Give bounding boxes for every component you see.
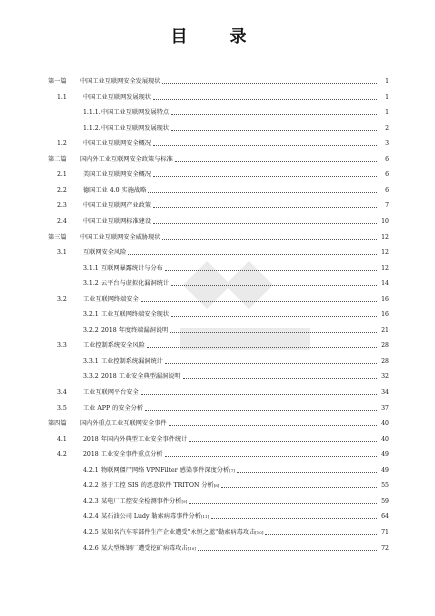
toc-entry-number: 2.4 [57,217,67,225]
toc-entry-number: 1.1 [57,93,67,101]
toc-entry-number: 3.3.2 [83,373,99,381]
toc-entry[interactable] [57,182,389,194]
toc-entry-label: 国内外重点工业互联网安全事件 [80,420,167,428]
toc-entry-label: 德国工业 4.0 实施战略 [83,186,147,194]
toc-leader-dots [170,331,377,333]
toc-leader-dots [162,82,377,84]
toc-entry-number: 3.2 [57,295,67,303]
toc-entry-number: 第二篇 [48,155,67,163]
toc-entry-page: 12 [381,233,389,241]
toc-entry-page: 72 [381,544,389,552]
toc-entry-page: 49 [381,466,389,474]
toc-entry[interactable] [57,337,389,349]
toc-entry-label: 某知名汽车零部件生产企业遭受"永恒之蓝"勒索病毒攻击 [101,528,256,536]
toc-entry-page: 71 [381,528,389,536]
toc-entry[interactable] [48,229,389,241]
toc-entry-label: 2018 年度终端漏洞说明 [101,326,169,334]
toc-entry[interactable] [48,73,389,85]
toc-entry-number: 2.1 [57,171,67,179]
toc-leader-dots [145,409,377,411]
toc-entry-citation: [11] [200,514,210,520]
toc-leader-dots [147,346,377,348]
toc-entry[interactable] [83,477,389,489]
toc-entry-page: 6 [385,171,389,179]
toc-entry[interactable] [57,244,389,256]
toc-entry-label: 中国工业互联网标准建设 [83,217,152,225]
toc-entry-label: 2018 工业安全事件重点分析 [83,451,163,459]
toc-entry-number: 2.2 [57,186,67,194]
toc-entry-number: 3.5 [57,404,67,412]
toc-entry[interactable] [83,120,389,132]
toc-entry[interactable] [57,384,389,396]
toc-entry-number: 4.2.6 [83,544,99,552]
toc-leader-dots [165,455,377,457]
toc-entry-page: 1 [385,109,389,117]
toc-entry-page: 34 [381,389,389,396]
toc-entry-label: 中国工业互联网安全概况 [83,140,152,148]
toc-entry-label: 物联网僵尸网络 VPNFilter 感染事件深度分析 [101,466,230,474]
toc-entry[interactable] [57,446,389,458]
toc-entry-number: 3.1 [57,249,67,257]
toc-entry[interactable] [57,89,389,101]
toc-entry-number: 1.2 [57,140,67,148]
toc-entry-page: 1 [385,78,389,85]
toc-leader-dots [198,549,377,551]
toc-leader-dots [153,206,377,208]
toc-entry-label: 中国工业互联网产业政策 [83,202,152,210]
toc-entry-label: 工业互联网终端安全 [83,295,139,303]
toc-entry-number: 第三篇 [48,233,67,241]
toc-leader-dots [171,113,377,115]
toc-entry[interactable] [83,508,389,520]
toc-leader-dots [175,160,377,162]
toc-leader-dots [153,175,377,177]
toc-entry-number: 3.4 [57,389,67,396]
toc-entry-label: 中国工业互联网发展特点 [101,109,170,117]
toc-entry[interactable] [83,368,389,380]
toc-entry[interactable] [83,540,389,552]
toc-entry-label: 中国工业互联网发展现状 [101,124,170,132]
toc-entry-page: 49 [381,451,389,459]
toc-entry-label: 2018 工业安全典型漏洞说明 [101,373,181,381]
toc-entry-page: 2 [385,124,389,132]
toc-entry-number: 1.1.1. [83,109,101,117]
toc-entry-page: 14 [381,280,389,288]
toc-entry-page: 21 [381,326,389,334]
toc-entry-page: 28 [381,357,389,365]
toc-entry-label: 某大型炼钢厂遭受挖矿病毒攻击 [101,544,188,552]
toc-entry-number: 3.3.1 [83,357,99,365]
toc-leader-dots [148,191,377,193]
toc-entry[interactable] [83,104,389,116]
toc-leader-dots [189,440,377,442]
toc-leader-dots [128,253,377,255]
toc-entry[interactable] [83,275,389,287]
toc-entry-label: 工业互联网平台安全 [83,389,139,396]
toc-entry[interactable] [57,166,389,178]
toc-entry[interactable] [83,524,389,536]
toc-entry-label: 互联网暴露统计与分布 [101,264,163,272]
toc-entry-label: 工业控制系统安全风险 [83,342,145,350]
toc-entry-page: 12 [381,249,389,257]
toc-entry-number: 4.2.1 [83,466,99,474]
toc-entry-label: 中国工业互联网安全威胁现状 [80,233,161,241]
toc-entry[interactable] [57,291,389,303]
toc-entry-citation: [10] [187,545,196,551]
toc-entry[interactable] [83,462,389,474]
toc-entry-page: 40 [381,420,389,428]
toc-leader-dots [141,300,377,302]
toc-leader-dots [265,533,377,535]
toc-leader-dots [171,284,377,286]
toc-entry-number: 3.3 [57,342,67,350]
toc-entry[interactable] [48,151,389,163]
toc-entry-citation: [10] [255,529,264,535]
toc-entry-page: 40 [381,435,389,443]
toc-entry-page: 16 [381,311,389,319]
toc-entry[interactable] [57,431,389,443]
toc-entry-number: 2.3 [57,202,67,210]
toc-leader-dots [221,486,377,488]
toc-entry-number: 4.2.5 [83,528,99,536]
toc-entry-label: 工业 APP 的安全分析 [83,404,144,412]
toc-entry[interactable] [57,213,389,225]
toc-entry-label: 美国工业互联网安全概况 [83,171,152,179]
toc-entry-label: 2018 年国内外典型工业安全事件统计 [83,435,188,443]
toc-leader-dots [237,471,377,473]
toc-entry-page: 32 [381,373,389,381]
toc-entry-page: 10 [381,217,389,225]
toc-leader-dots [183,377,377,379]
toc-entry-citation: [8] [213,483,220,489]
toc-entry-page: 37 [381,404,389,412]
toc-entry[interactable] [57,197,389,209]
toc-entry-number: 4.2.2 [83,482,99,490]
toc-entry[interactable] [83,322,389,334]
toc-entry-number: 4.2.3 [83,497,99,505]
toc-entry-page: 6 [385,186,389,194]
toc-entry-page: 55 [381,482,389,490]
toc-leader-dots [189,502,377,504]
toc-entry[interactable] [57,400,389,412]
toc-leader-dots [211,517,377,519]
toc-leader-dots [169,424,377,426]
toc-entry-page: 3 [385,140,389,148]
page-title: 目 录 [170,27,265,47]
toc-entry[interactable] [83,260,389,272]
toc-leader-dots [171,315,377,317]
toc-entry-label: 国内外工业互联网安全政策与标准 [80,155,173,163]
toc-entry-number: 1.1.2. [83,124,101,132]
toc-entry-page: 7 [385,202,389,210]
toc-leader-dots [153,222,377,224]
toc-entry[interactable] [48,415,389,427]
toc-entry-number: 3.1.2 [83,280,99,288]
toc-entry-number: 第一篇 [48,78,67,85]
toc-entry-citation: [7] [229,467,235,473]
toc-entry[interactable] [83,306,389,318]
toc-entry-number: 4.2.4 [83,513,99,521]
toc-leader-dots [162,238,377,240]
toc-entry-label: 云平台与虚拟化漏洞统计 [101,280,170,288]
toc-entry-page: 16 [381,295,389,303]
toc-leader-dots [171,129,377,131]
toc-entry-number: 4.1 [57,435,67,443]
toc-entry-number: 第四篇 [48,420,67,428]
toc-leader-dots [153,144,377,146]
toc-entry-label: 中国工业互联网发展现状 [83,93,152,101]
toc-entry-number: 4.2 [57,451,67,459]
toc-entry-citation: [9] [181,498,188,504]
toc-entry-number: 3.2.2 [83,326,99,334]
toc-entry-page: 1 [385,93,389,101]
toc-leader-dots [165,362,377,364]
toc-entry-label: 某石油公司 Ludy 勒索病毒事件分析 [101,513,201,521]
toc-entry[interactable] [57,135,389,147]
toc-entry-number: 3.2.1 [83,311,99,319]
toc-entry-page: 64 [381,513,389,521]
toc-entry-label: 中国工业互联网安全发展现状 [80,78,161,85]
toc-entry-number: 3.1.1 [83,264,99,272]
toc-entry[interactable] [83,353,389,365]
toc-entry-page: 12 [381,264,389,272]
toc-entry-label: 工业互联网终端安全现状 [101,311,170,319]
toc-entry-page: 59 [381,497,389,505]
toc-entry-label: 某电厂工控安全检测事件分析 [101,497,182,505]
toc-entry[interactable] [83,493,389,505]
toc-entry-label: 互联网安全风险 [83,249,127,257]
toc-leader-dots [165,269,377,271]
toc-entry-page: 6 [385,155,389,163]
toc-entry-label: 基于工控 SIS 的恶意软件 TRITON 分析 [101,482,214,490]
toc-entry-label: 工业控制系统漏洞统计 [101,357,163,365]
toc-entry-page: 28 [381,342,389,350]
toc-leader-dots [153,98,377,100]
toc-leader-dots [141,393,377,395]
